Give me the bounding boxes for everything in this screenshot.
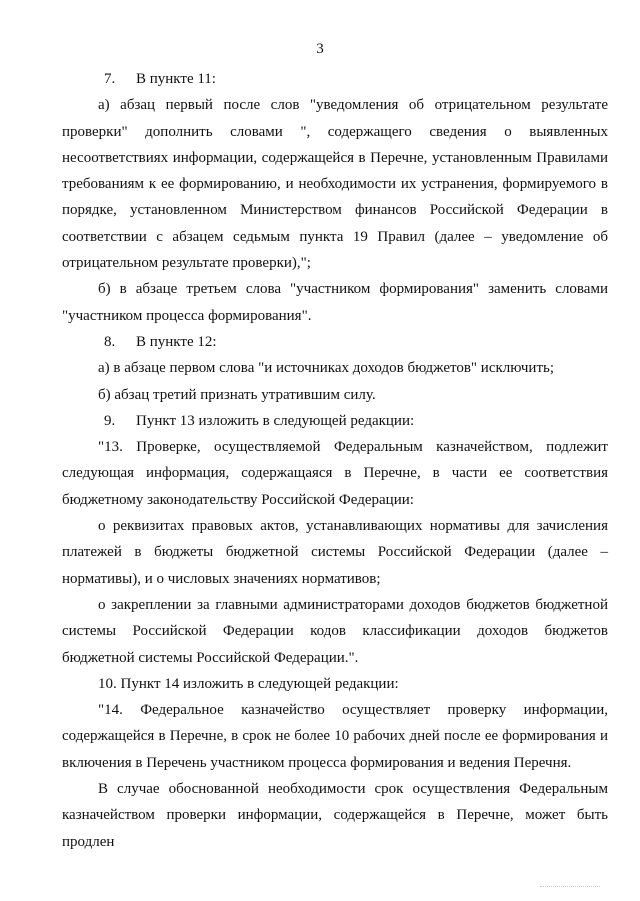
paragraph: б) в абзаце третьем слова "участником формирования" заменить словами "участником процесса формирования".: [62, 281, 608, 324]
paragraph: о реквизитах правовых актов, устанавливающих нормативы для зачисления платежей в бюджеты бюджетной системы Российской Федерации (далее – нормативы), и о числовых значениях нормативов;: [62, 518, 608, 587]
scan-artifact: [540, 886, 600, 890]
paragraph-text: В пункте 11:: [136, 71, 216, 87]
paragraph-text: В пункте 12:: [136, 333, 217, 350]
paragraph: В случае обоснованной необходимости срок осуществления Федеральным казначейством проверки информации, содержащейся в Перечне, может быть продлен: [62, 781, 608, 850]
item-number: 9.: [104, 412, 116, 429]
paragraph: "14. Федеральное казначейство осуществляет проверку информации, содержащейся в Перечне, в срок не более 10 рабочих дней после ее формирования и включения в Перечень участником процесса формирования и ведения Перечня.: [62, 702, 608, 771]
item-number: 7.: [104, 71, 116, 87]
document-body: [62, 66, 608, 855]
paragraph: б) абзац третий признать утратившим силу.: [98, 386, 376, 403]
paragraph: 10. Пункт 14 изложить в следующей редакции:: [98, 675, 399, 692]
paragraph-text: Пункт 13 изложить в следующей редакции:: [136, 412, 415, 429]
item-number: 8.: [104, 333, 116, 350]
list-item-7: [62, 66, 608, 92]
paragraph: а) абзац первый после слов "уведомления об отрицательном результате проверки" дополнить словами ", содержащего сведения о выявленных несоответствиях информации, содержащейся в Перечне, установленным Правилами требованиям к ее формированию, и необходимости их устранения, формируемого в порядке, установленном Министерством финансов Российской Федерации в соответствии с абзацем седьмым пункта 19 Правил (далее – уведомление об отрицательном результате проверки),";: [62, 97, 608, 272]
page-number: 3: [316, 41, 324, 57]
list-item-9: [62, 408, 608, 434]
paragraph: а) в абзаце первом слова "и источниках доходов бюджетов" исключить;: [98, 360, 555, 377]
list-item-8: [62, 329, 608, 355]
paragraph: "13. Проверке, осуществляемой Федеральным казначейством, подлежит следующая информация, содержащаяся в Перечне, в части ее соответствия бюджетному законодательству Российской Федерации:: [62, 439, 608, 508]
paragraph: о закреплении за главными администраторами доходов бюджетов бюджетной системы Российской Федерации кодов классификации доходов бюджетов бюджетной системы Российской Федерации.".: [62, 596, 608, 666]
